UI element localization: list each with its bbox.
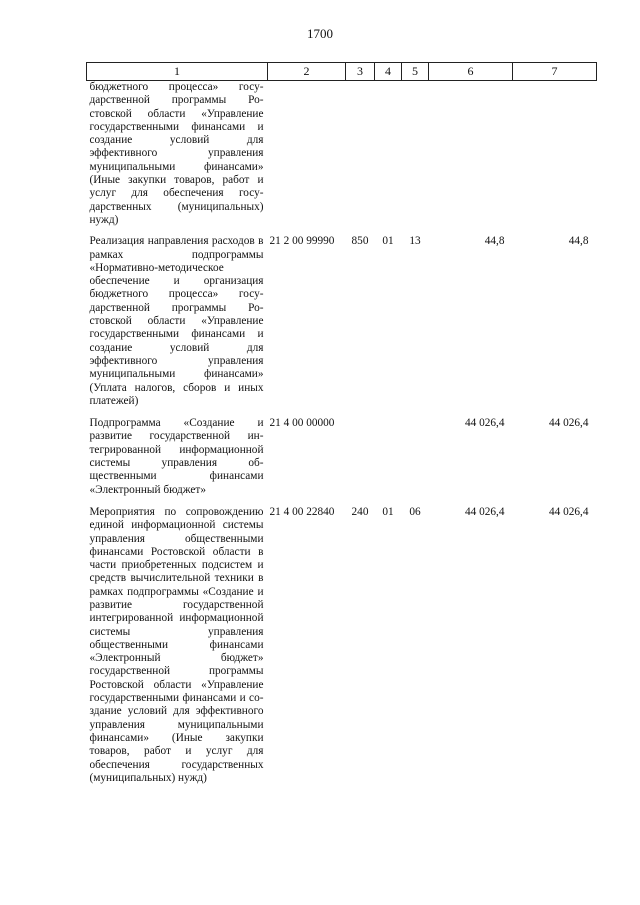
- row-name: Мероприятия по сопровождению единой информационной системы управления общественными финансами Ростовской области в части приобретенных подсистем и средств вычислительной техники в рамках подпрограммы «Создание и развитие государственной интегрированной информационной системы управления общественными финансами «Электронный бюджет» государственной программы Ростовской области «Управление государственными финансами и создание условий для эффективного управления муниципальными финансами» (Иные закупки товаров, работ и услуг для обеспечения государственных (муниципальных) нужд): [89, 505, 264, 784]
- row-amount-col7: 44 026,4: [548, 505, 589, 518]
- row-section: [375, 81, 402, 236]
- row-amount-col7: 44 026,4: [548, 417, 589, 430]
- table-header-row: [87, 63, 597, 81]
- table-row: [87, 235, 597, 417]
- row-amount-col7: 44,8: [568, 235, 589, 248]
- row-section: 01: [382, 505, 394, 518]
- column-header: 5: [402, 63, 429, 81]
- row-subsection: 13: [409, 235, 421, 248]
- column-header: 4: [375, 63, 402, 81]
- row-amount-col6: [429, 81, 513, 236]
- row-target-code: 21 4 00 00000: [269, 417, 335, 430]
- row-section: [375, 417, 402, 506]
- row-expense-type: 240: [351, 505, 369, 518]
- table-row: [87, 417, 597, 506]
- column-header: 7: [513, 63, 597, 81]
- row-name: бюджетного процесса» государственной программы Ростовской области «Управление государственными финансами и создание условий для эффективного управления муниципальными финансами» (Иные закупки товаров, работ и услуг для обеспечения государственных (муниципальных) нужд): [89, 81, 264, 226]
- row-target-code: 21 4 00 22840: [269, 505, 335, 518]
- row-amount-col6: 44 026,4: [464, 417, 505, 430]
- row-expense-type: [346, 81, 375, 236]
- page-number: 1700: [307, 26, 333, 41]
- column-header: 3: [346, 63, 375, 81]
- row-subsection: 06: [409, 505, 421, 518]
- row-subsection: [402, 417, 429, 506]
- row-target-code: [268, 81, 346, 236]
- row-expense-type: 850: [351, 235, 369, 248]
- table-row: [87, 506, 597, 794]
- row-name: Реализация направления расходов в рамках подпрограммы «Нормативно-методическое обеспечение и организация бюджетного процесса» государственной программы Ростовской области «Управление государственными финансами и создание условий для эффективного управления муниципальными финансами» (Уплата налогов, сборов и иных платежей): [89, 235, 264, 407]
- row-section: 01: [382, 235, 394, 248]
- row-amount-col6: 44,8: [484, 235, 505, 248]
- column-header: 1: [87, 63, 268, 81]
- row-target-code: 21 2 00 99990: [269, 235, 335, 248]
- budget-table: [86, 62, 597, 794]
- row-name: Подпрограмма «Создание и развитие государственной интегрированной информационной системы управления общественными финансами «Электронный бюджет»: [89, 417, 264, 496]
- table-row: [87, 81, 597, 236]
- row-amount-col7: [513, 81, 597, 236]
- row-amount-col6: 44 026,4: [464, 505, 505, 518]
- row-subsection: [402, 81, 429, 236]
- column-header: 2: [268, 63, 346, 81]
- row-expense-type: [346, 417, 375, 506]
- column-header: 6: [429, 63, 513, 81]
